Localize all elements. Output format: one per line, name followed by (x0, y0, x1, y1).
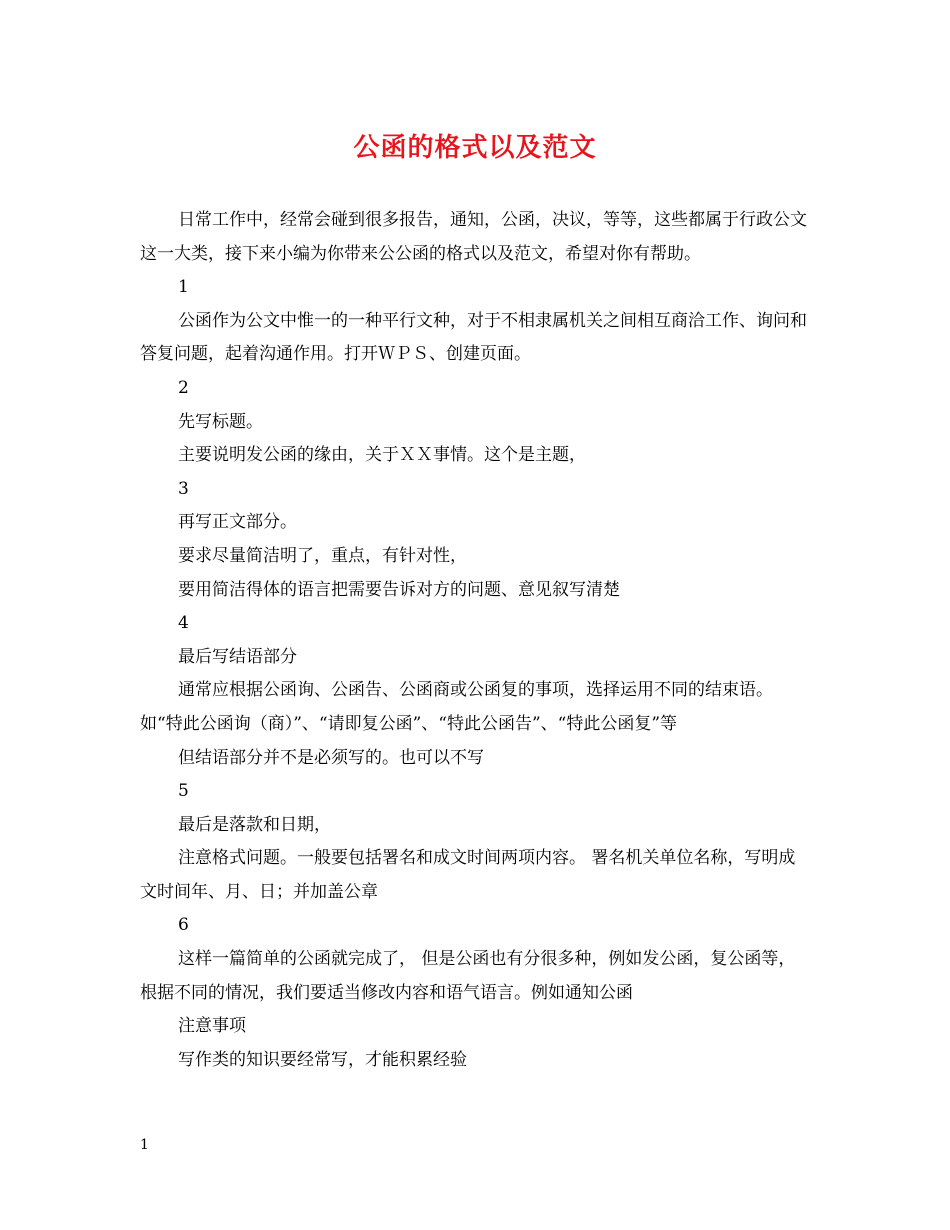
step-number-4: 4 (178, 613, 189, 634)
step-number-6: 6 (178, 915, 189, 936)
paragraph-notes-heading: 注意事项 (178, 1016, 246, 1037)
step-number-1: 1 (178, 277, 189, 298)
paragraph: 最后是落款和日期， (178, 814, 331, 835)
paragraph: 主要说明发公函的缘由，关于ＸＸ事情。这个是主题， (178, 445, 586, 466)
step-number-2: 2 (178, 377, 189, 398)
paragraph: 注意格式问题。一般要包括署名和成文时间两项内容。 署名机关单位名称，写明成文时间年、月、日；并加盖公章 (140, 848, 796, 902)
paragraph: 这样一篇简单的公函就完成了， 但是公函也有分很多种，例如发公函，复公函等，根据不同的情况，我们要适当修改内容和语气语言。例如通知公函 (140, 949, 796, 1003)
page-number: 1 (140, 1137, 149, 1153)
paragraph: 要求尽量简洁明了，重点，有针对性， (178, 545, 467, 566)
step-number-5: 5 (178, 781, 189, 802)
paragraph: 最后写结语部分 (178, 646, 297, 667)
paragraph: 写作类的知识要经常写，才能积累经验 (178, 1049, 467, 1070)
paragraph: 要用简洁得体的语言把需要告诉对方的问题、意见叙写清楚 (178, 579, 620, 600)
document-title: 公函的格式以及范文 (353, 133, 597, 163)
document-body (140, 204, 812, 1077)
paragraph-intro: 日常工作中，经常会碰到很多报告，通知，公函，决议，等等，这些都属于行政公文这一大类，接下来小编为你带来公公函的格式以及范文，希望对你有帮助。 (140, 210, 807, 264)
paragraph: 但结语部分并不是必须写的。也可以不写 (178, 747, 484, 768)
paragraph: 通常应根据公函询、公函告、公函商或公函复的事项，选择运用不同的结束语。如“特此公函询（商）”、“请即复公函”、“特此公函告”、“特此公函复”等 (140, 680, 773, 734)
paragraph: 先写标题。 (178, 411, 263, 432)
step-number-3: 3 (178, 478, 189, 499)
paragraph: 公函作为公文中惟一的一种平行文种，对于不相隶属机关之间相互商洽工作、询问和答复问题，起着沟通作用。打开ＷＰＳ、创建页面。 (140, 310, 807, 365)
paragraph: 再写正文部分。 (178, 512, 297, 533)
